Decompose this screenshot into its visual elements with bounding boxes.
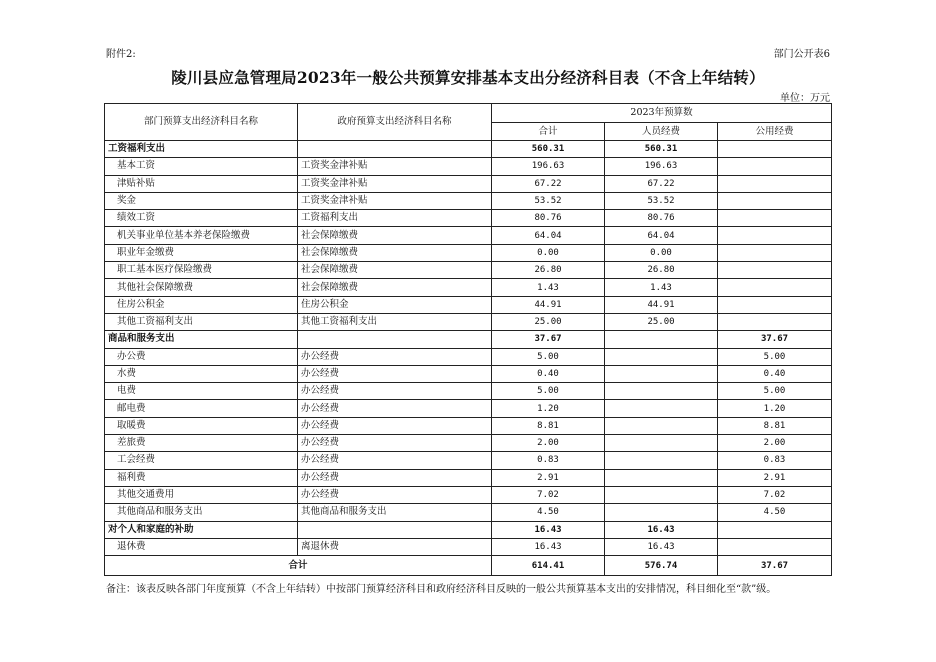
table-number: 部门公开表6	[773, 49, 830, 60]
personnel-cell: 196.63	[605, 158, 718, 175]
public-cell: 5.00	[718, 348, 832, 365]
table-row	[105, 158, 832, 175]
total-cell: 0.40	[492, 365, 605, 382]
personnel-cell	[605, 400, 718, 417]
total-cell: 16.43	[492, 538, 605, 555]
dept-subject-cell: 工会经费	[105, 452, 298, 469]
total-cell: 37.67	[492, 331, 605, 348]
total-cell: 53.52	[492, 192, 605, 209]
personnel-cell	[605, 504, 718, 521]
gov-subject-cell: 办公经费	[298, 383, 492, 400]
dept-subject-cell: 福利费	[105, 469, 298, 486]
budget-table	[104, 103, 832, 576]
col-header-total: 合计	[492, 123, 605, 141]
table-body	[105, 141, 832, 556]
dept-subject-cell: 住房公积金	[105, 296, 298, 313]
personnel-cell: 64.04	[605, 227, 718, 244]
dept-subject-cell: 其他社会保障缴费	[105, 279, 298, 296]
table-row	[105, 400, 832, 417]
personnel-cell: 0.00	[605, 244, 718, 261]
total-cell: 5.00	[492, 383, 605, 400]
table-row	[105, 383, 832, 400]
category-row	[105, 331, 832, 348]
gov-subject-cell	[298, 521, 492, 538]
personnel-cell: 67.22	[605, 175, 718, 192]
gov-subject-cell: 办公经费	[298, 435, 492, 452]
public-cell	[718, 192, 832, 209]
gov-subject-cell: 工资奖金津补贴	[298, 192, 492, 209]
personnel-cell: 1.43	[605, 279, 718, 296]
total-cell: 7.02	[492, 486, 605, 503]
personnel-cell	[605, 486, 718, 503]
gov-subject-cell	[298, 141, 492, 158]
public-cell	[718, 296, 832, 313]
public-cell	[718, 141, 832, 158]
total-row-personnel: 576.74	[605, 556, 718, 576]
public-cell	[718, 279, 832, 296]
personnel-cell: 560.31	[605, 141, 718, 158]
gov-subject-cell: 办公经费	[298, 469, 492, 486]
public-cell: 2.91	[718, 469, 832, 486]
table-row	[105, 262, 832, 279]
total-cell: 25.00	[492, 313, 605, 330]
gov-subject-cell: 住房公积金	[298, 296, 492, 313]
public-cell: 4.50	[718, 504, 832, 521]
public-cell: 37.67	[718, 331, 832, 348]
total-cell: 5.00	[492, 348, 605, 365]
total-cell: 2.00	[492, 435, 605, 452]
total-row-public: 37.67	[718, 556, 832, 576]
public-cell: 8.81	[718, 417, 832, 434]
total-row	[105, 556, 832, 576]
public-cell: 0.40	[718, 365, 832, 382]
gov-subject-cell: 工资奖金津补贴	[298, 175, 492, 192]
gov-subject-cell: 办公经费	[298, 400, 492, 417]
public-cell	[718, 175, 832, 192]
public-cell: 5.00	[718, 383, 832, 400]
dept-subject-cell: 其他交通费用	[105, 486, 298, 503]
gov-subject-cell: 其他商品和服务支出	[298, 504, 492, 521]
total-cell: 26.80	[492, 262, 605, 279]
dept-subject-cell: 电费	[105, 383, 298, 400]
col-header-personnel: 人员经费	[605, 123, 718, 141]
table-row	[105, 227, 832, 244]
personnel-cell: 26.80	[605, 262, 718, 279]
personnel-cell: 44.91	[605, 296, 718, 313]
public-cell: 1.20	[718, 400, 832, 417]
public-cell: 0.83	[718, 452, 832, 469]
total-cell: 1.20	[492, 400, 605, 417]
table-row	[105, 192, 832, 209]
total-cell: 0.83	[492, 452, 605, 469]
dept-subject-cell: 其他商品和服务支出	[105, 504, 298, 521]
personnel-cell	[605, 383, 718, 400]
category-row	[105, 521, 832, 538]
gov-subject-cell: 离退休费	[298, 538, 492, 555]
table-row	[105, 435, 832, 452]
col-header-public: 公用经费	[718, 123, 832, 141]
page-title: 陵川县应急管理局2023年一般公共预算安排基本支出分经济科目表（不含上年结转）	[171, 68, 765, 87]
table-row	[105, 486, 832, 503]
public-cell	[718, 538, 832, 555]
gov-subject-cell: 办公经费	[298, 486, 492, 503]
total-cell: 4.50	[492, 504, 605, 521]
dept-subject-cell: 取暖费	[105, 417, 298, 434]
dept-subject-cell: 差旅费	[105, 435, 298, 452]
total-cell: 16.43	[492, 521, 605, 538]
total-cell: 560.31	[492, 141, 605, 158]
table-row	[105, 348, 832, 365]
public-cell	[718, 158, 832, 175]
dept-subject-cell: 退休费	[105, 538, 298, 555]
public-cell: 2.00	[718, 435, 832, 452]
table-row	[105, 175, 832, 192]
dept-subject-cell: 工资福利支出	[105, 141, 298, 158]
dept-subject-cell: 对个人和家庭的补助	[105, 521, 298, 538]
gov-subject-cell: 办公经费	[298, 417, 492, 434]
table-row	[105, 469, 832, 486]
table-row	[105, 296, 832, 313]
dept-subject-cell: 办公费	[105, 348, 298, 365]
personnel-cell	[605, 365, 718, 382]
dept-subject-cell: 水费	[105, 365, 298, 382]
dept-subject-cell: 机关事业单位基本养老保险缴费	[105, 227, 298, 244]
public-cell	[718, 313, 832, 330]
dept-subject-cell: 奖金	[105, 192, 298, 209]
category-row	[105, 141, 832, 158]
table-row	[105, 313, 832, 330]
table-row	[105, 417, 832, 434]
personnel-cell	[605, 331, 718, 348]
total-cell: 80.76	[492, 210, 605, 227]
gov-subject-cell: 社会保障缴费	[298, 244, 492, 261]
annex-label: 附件2:	[106, 49, 136, 60]
personnel-cell: 53.52	[605, 192, 718, 209]
dept-subject-cell: 职业年金缴费	[105, 244, 298, 261]
table-row	[105, 279, 832, 296]
gov-subject-cell: 社会保障缴费	[298, 262, 492, 279]
dept-subject-cell: 绩效工资	[105, 210, 298, 227]
dept-subject-cell: 邮电费	[105, 400, 298, 417]
total-cell: 0.00	[492, 244, 605, 261]
gov-subject-cell: 其他工资福利支出	[298, 313, 492, 330]
unit-label: 单位：万元	[780, 93, 830, 104]
gov-subject-cell: 办公经费	[298, 365, 492, 382]
public-cell	[718, 244, 832, 261]
gov-subject-cell: 工资奖金津补贴	[298, 158, 492, 175]
table-row	[105, 504, 832, 521]
personnel-cell	[605, 417, 718, 434]
personnel-cell	[605, 452, 718, 469]
table-row	[105, 210, 832, 227]
table-row	[105, 452, 832, 469]
public-cell	[718, 210, 832, 227]
personnel-cell	[605, 348, 718, 365]
total-cell: 1.43	[492, 279, 605, 296]
total-cell: 2.91	[492, 469, 605, 486]
dept-subject-cell: 基本工资	[105, 158, 298, 175]
gov-subject-cell: 办公经费	[298, 348, 492, 365]
dept-subject-cell: 其他工资福利支出	[105, 313, 298, 330]
personnel-cell	[605, 435, 718, 452]
personnel-cell: 25.00	[605, 313, 718, 330]
total-cell: 67.22	[492, 175, 605, 192]
personnel-cell	[605, 469, 718, 486]
public-cell: 7.02	[718, 486, 832, 503]
table-row	[105, 244, 832, 261]
gov-subject-cell: 工资福利支出	[298, 210, 492, 227]
gov-subject-cell	[298, 331, 492, 348]
total-row-total: 614.41	[492, 556, 605, 576]
public-cell	[718, 227, 832, 244]
table-row	[105, 365, 832, 382]
gov-subject-cell: 办公经费	[298, 452, 492, 469]
personnel-cell: 80.76	[605, 210, 718, 227]
total-cell: 8.81	[492, 417, 605, 434]
col-header-gov-subject: 政府预算支出经济科目名称	[298, 104, 492, 141]
total-cell: 64.04	[492, 227, 605, 244]
personnel-cell: 16.43	[605, 538, 718, 555]
total-cell: 196.63	[492, 158, 605, 175]
personnel-cell: 16.43	[605, 521, 718, 538]
total-row-label: 合计	[105, 556, 492, 576]
col-header-budget-group: 2023年预算数	[492, 104, 832, 123]
public-cell	[718, 262, 832, 279]
gov-subject-cell: 社会保障缴费	[298, 227, 492, 244]
dept-subject-cell: 职工基本医疗保险缴费	[105, 262, 298, 279]
total-cell: 44.91	[492, 296, 605, 313]
gov-subject-cell: 社会保障缴费	[298, 279, 492, 296]
col-header-dept-subject: 部门预算支出经济科目名称	[105, 104, 298, 141]
table-row	[105, 538, 832, 555]
dept-subject-cell: 津贴补贴	[105, 175, 298, 192]
public-cell	[718, 521, 832, 538]
dept-subject-cell: 商品和服务支出	[105, 331, 298, 348]
footnote: 备注：该表反映各部门年度预算（不含上年结转）中按部门预算经济科目和政府经济科目反映的一般公共预算基本支出的安排情况，科目细化至“款”级。	[106, 584, 777, 595]
